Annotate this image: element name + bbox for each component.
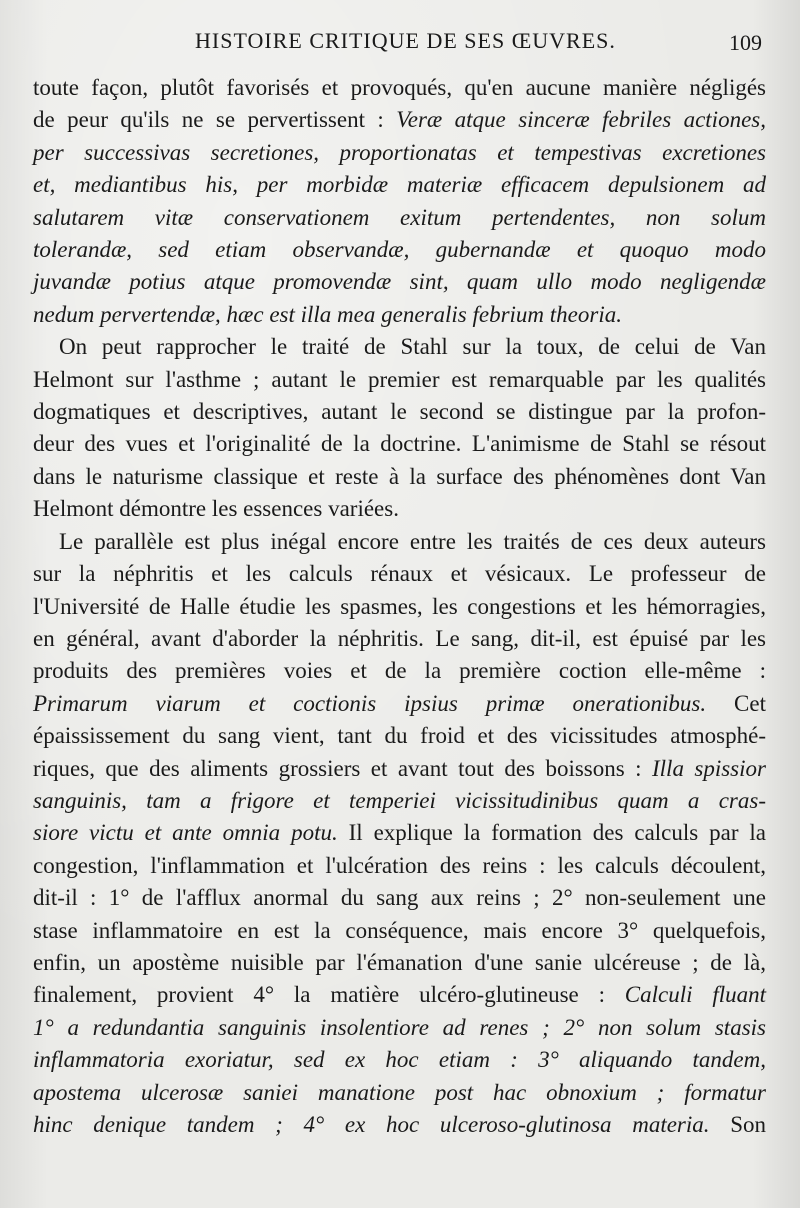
text-line	[33, 461, 766, 493]
text-line	[33, 364, 766, 396]
running-title: HISTOIRE CRITIQUE DE SES ŒUVRES.	[195, 28, 616, 53]
roman-text: On peut rapprocher le traité de Stahl sur la toux, de celui de Van	[59, 334, 766, 360]
text-line	[33, 396, 766, 428]
text-line	[33, 234, 766, 266]
roman-text: sur la néphritis et les calculs rénaux et vésicaux. Le professeur de	[33, 561, 766, 587]
roman-text: Helmont sur l'asthme ; autant le premier est remarquable par les qualités	[33, 366, 766, 392]
roman-text: riques, que des aliments grossiers et avant tout des boissons :	[33, 755, 652, 781]
italic-latin-text: Primarum viarum et coctionis ipsius primæ onerationibus.	[33, 690, 707, 716]
roman-text: dit-il : 1° de l'afflux anormal du sang aux reins ; 2° non-seulement une	[33, 885, 766, 911]
text-line	[33, 72, 766, 104]
paragraph	[33, 526, 766, 1142]
text-line	[33, 915, 766, 947]
text-line	[33, 266, 766, 298]
italic-latin-text: a redundantia sanguinis insolentiore ad renes ; 2° non solum stasis	[67, 1014, 766, 1040]
text-line	[33, 137, 766, 169]
text-line	[33, 979, 766, 1011]
text-line	[33, 947, 766, 979]
italic-latin-text: Veræ atque sinceræ febriles actiones,	[396, 107, 766, 133]
roman-text: en général, avant d'aborder la néphritis. Le sang, dit-il, est épuisé par les	[33, 625, 766, 651]
italic-latin-text: 1°	[33, 1014, 68, 1040]
text-line	[33, 202, 766, 234]
roman-text: Son	[709, 1112, 767, 1137]
roman-text: stase inflammatoire en est la conséquence, mais encore 3° quelquefois,	[33, 917, 766, 943]
roman-text: congestion, l'inflammation et l'ulcération des reins : les calculs découlent,	[33, 852, 766, 878]
text-line	[33, 331, 766, 363]
text-line	[33, 1077, 766, 1109]
body-text	[33, 72, 766, 1141]
text-line	[33, 882, 766, 914]
text-line	[33, 623, 766, 655]
text-line	[33, 591, 766, 623]
italic-latin-text: apostema ulcerosæ saniei manatione post hac obnoxium ; formatur	[33, 1079, 766, 1105]
italic-latin-text: tolerandæ, sed etiam observandæ, gubernandæ et quoquo modo	[33, 237, 766, 263]
roman-text: enfin, un apostème nuisible par l'émanation d'une sanie ulcéreuse ; de là,	[33, 949, 766, 975]
roman-text: produits des premières voies et de la première coction elle-même :	[33, 658, 766, 684]
text-line	[33, 104, 766, 136]
italic-latin-text: Illa spissior	[652, 755, 766, 781]
text-line	[33, 655, 766, 687]
roman-text: deur des vues et l'originalité de la doctrine. L'animisme de Stahl se résout	[33, 431, 766, 457]
paragraph	[33, 331, 766, 525]
roman-text: Cet	[706, 690, 766, 716]
text-line	[33, 785, 766, 817]
text-line	[33, 817, 766, 849]
text-line	[33, 428, 766, 460]
text-line	[33, 850, 766, 882]
roman-text: de peur qu'ils ne se pervertissent :	[33, 107, 397, 133]
text-line	[33, 299, 766, 331]
italic-latin-text: et, mediantibus his, per morbidæ materiæ efficacem depulsionem ad	[33, 172, 766, 198]
page-number: 109	[729, 30, 762, 55]
roman-text: dogmatiques et descriptives, autant le second se distingue par la profon-	[33, 399, 766, 425]
italic-latin-text: salutarem vitæ conservationem exitum pertendentes, non solum	[33, 204, 766, 230]
italic-latin-text: per successivas secretiones, proportionatas et tempestivas excretiones	[33, 139, 766, 165]
text-line	[33, 1044, 766, 1076]
italic-latin-text: Calculi fluant	[624, 982, 766, 1008]
roman-text: Il explique la formation des calculs par la	[337, 820, 766, 846]
text-line	[33, 526, 766, 558]
italic-latin-text: siore victu et ante omnia potu.	[33, 820, 338, 846]
text-line	[33, 558, 766, 590]
text-line	[33, 753, 766, 785]
italic-latin-text: sanguinis, tam a frigore et temperiei vicissitudinibus quam a cras-	[33, 787, 766, 813]
roman-text: toute façon, plutôt favorisés et provoqués, qu'en aucune manière négligés	[33, 75, 766, 100]
text-line	[33, 1012, 766, 1044]
paragraph	[33, 72, 766, 331]
italic-latin-text: juvandæ potius atque promovendæ sint, quam ullo modo negligendæ	[33, 269, 766, 295]
roman-text: finalement, provient 4° la matière ulcéro-glutineuse :	[33, 982, 625, 1008]
italic-latin-text: inflammatoria exoriatur, sed ex hoc etiam : 3° aliquando tandem,	[33, 1047, 766, 1073]
text-line	[33, 688, 766, 720]
roman-text: l'Université de Halle étudie les spasmes, les congestions et les hémorragies,	[33, 593, 766, 619]
text-line	[33, 720, 766, 752]
italic-latin-text: nedum pervertendæ, hæc est illa mea generalis febrium theoria.	[33, 301, 622, 327]
roman-text: dans le naturisme classique et reste à la surface des phénomènes dont Van	[33, 463, 766, 489]
italic-latin-text: hinc denique tandem ; 4° ex hoc ulceroso-glutinosa materia.	[33, 1112, 710, 1137]
text-line	[33, 493, 766, 525]
text-line	[33, 169, 766, 201]
running-head	[33, 26, 766, 60]
roman-text: Le parallèle est plus inégal encore entre les traités de ces deux auteurs	[59, 528, 766, 554]
roman-text: épaississement du sang vient, tant du froid et des vicissitudes atmosphé-	[33, 723, 766, 749]
text-line	[33, 1109, 766, 1141]
roman-text: Helmont démontre les essences variées.	[33, 496, 399, 522]
